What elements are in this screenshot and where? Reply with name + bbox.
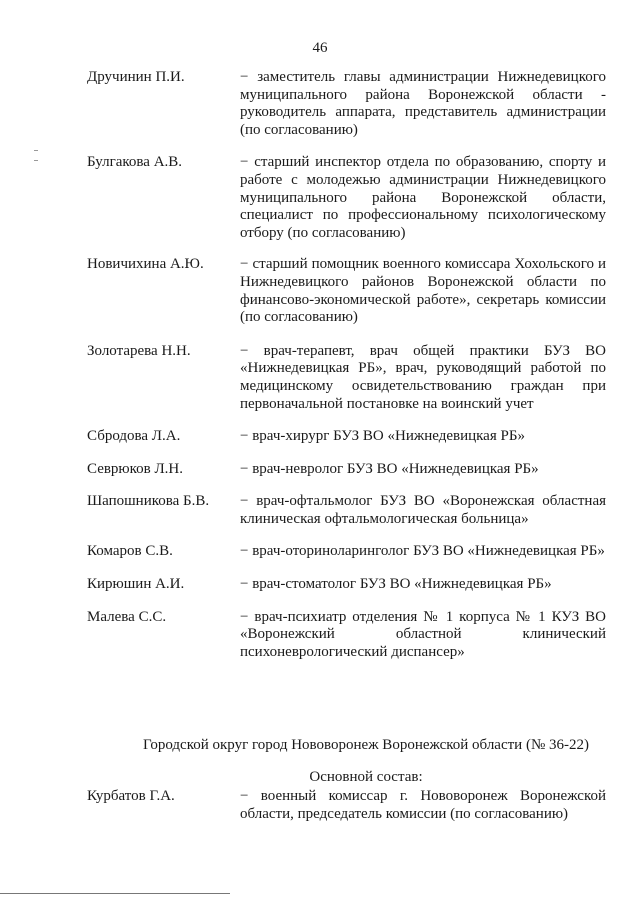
page-number: 46 — [312, 40, 328, 56]
member-name: Малева С.С. — [87, 608, 167, 625]
member-role: − врач-невролог БУЗ ВО «Нижнедевицкая РБ» — [240, 460, 539, 477]
member-role: − врач-психиатр отделения № 1 корпуса № 1 КУЗ ВО «Воронежский областной клинический психоневрологический диспансер» — [240, 608, 606, 660]
member-name: Золотарева Н.Н. — [87, 342, 191, 359]
member-name: Булгакова А.В. — [87, 154, 183, 171]
member-role: − врач-хирург БУЗ ВО «Нижнедевицкая РБ» — [240, 428, 525, 445]
member-role: − врач-офтальмолог БУЗ ВО «Воронежская областная клиническая офтальмологическая больница» — [240, 493, 606, 527]
member-entry — [87, 256, 606, 326]
member-entry — [87, 609, 606, 662]
member-entry — [87, 493, 606, 528]
member-name: Курбатов Г.А. — [87, 788, 175, 804]
member-name: Шапошникова Б.В. — [87, 493, 210, 510]
member-entry — [87, 576, 606, 594]
member-name: Севрюков Л.Н. — [87, 460, 183, 477]
commission-members-list — [87, 69, 606, 661]
member-entry — [87, 788, 606, 823]
footer-rule — [0, 893, 230, 894]
member-role: − врач-оториноларинголог БУЗ ВО «Нижнедевицкая РБ» — [240, 543, 605, 560]
member-name: Дручинин П.И. — [87, 69, 185, 85]
member-role: − врач-терапевт, врач общей практики БУЗ ВО «Нижнедевицкая РБ», врач, руководящий работой по медицинскому освидетельствованию граждан при первоначальной постановке на воинский учет — [240, 342, 606, 412]
member-entry — [87, 154, 606, 242]
member-role: − заместитель главы администрации Нижнедевицкого муниципального района Воронежской области - руководитель аппарата, представитель администрации (по согласованию) — [240, 69, 606, 138]
member-role: − старший помощник военного комиссара Хохольского и Нижнедевицкого районов Воронежской области по финансово-экономической работе», секретарь комиссии (по согласованию) — [240, 256, 606, 326]
member-name: Кирюшин А.И. — [87, 576, 185, 593]
member-name: Новичихина А.Ю. — [87, 256, 204, 273]
section-members-list — [87, 788, 606, 823]
member-entry — [87, 343, 606, 413]
member-name: Комаров С.В. — [87, 543, 173, 560]
member-entry — [87, 461, 606, 479]
section-subheading: Основной состав: — [309, 769, 423, 785]
scan-mark — [34, 150, 38, 151]
member-role: − старший инспектор отдела по образованию, спорту и работе с молодежью администрации Нижнедевицкого муниципального района Воронежской области, специалист по профессиональному психологическому отбору (по согласованию) — [240, 154, 606, 241]
member-entry — [87, 69, 606, 139]
member-name: Сбродова Л.А. — [87, 428, 181, 445]
member-role: − врач-стоматолог БУЗ ВО «Нижнедевицкая РБ» — [240, 576, 552, 593]
member-role: − военный комиссар г. Нововоронеж Воронежской области, председатель комиссии (по согласованию) — [240, 788, 606, 822]
section-heading: Городской округ город Нововоронеж Воронежской области (№ 36-22) — [142, 737, 589, 753]
member-entry — [87, 428, 606, 446]
scan-mark — [34, 160, 38, 161]
member-entry — [87, 543, 606, 561]
